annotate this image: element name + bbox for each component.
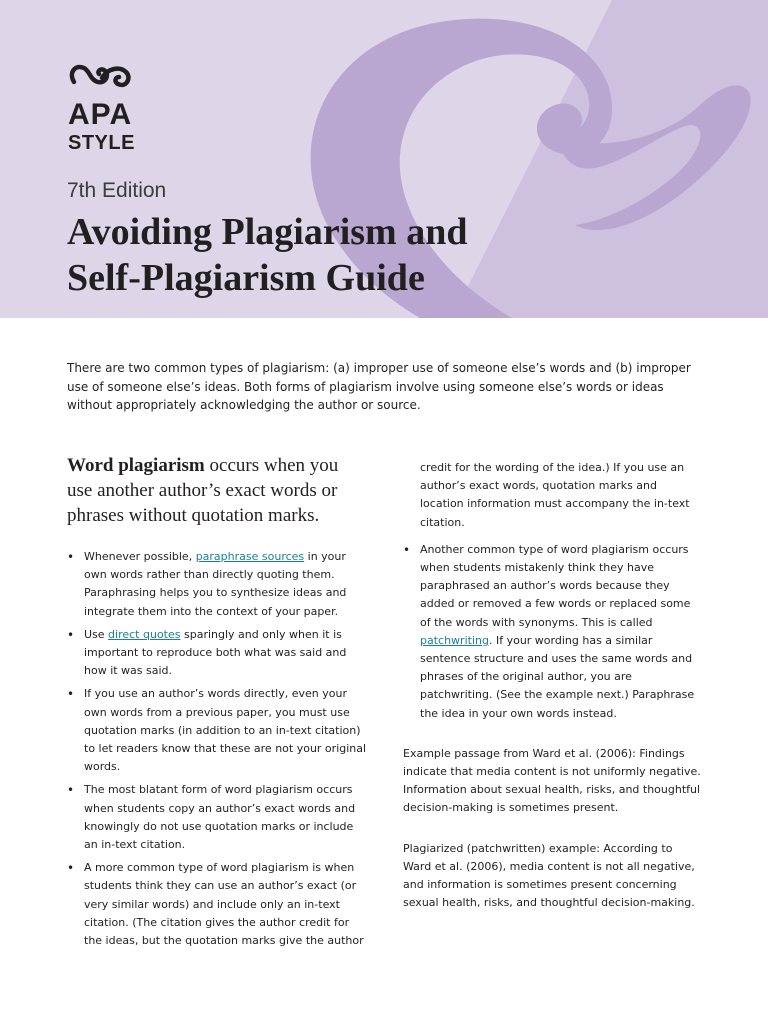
- bullet-text: sparingly and only when it is important to reproduce both what was said and how it was said.: [84, 627, 347, 678]
- lead-definition: occurs when you use another author’s exact words or phrases without quotation marks.: [67, 455, 339, 526]
- list-item: [403, 541, 703, 723]
- list-item: • The most blatant form of word plagiarism occurs when students copy an author’s exact words and knowingly do not use quotation marks or include an in-text citation.: [67, 781, 367, 854]
- apa-logo-icon: [68, 60, 138, 92]
- bullet-text: . If your wording has a similar sentence structure and uses the same words and phrases of the original author, you are patchwriting. (See the example next.) Paraphrase the idea in your own words instead.: [420, 633, 695, 720]
- bullet-continuation: credit for the wording of the idea.) If you use an author’s exact words, quotation marks and location information must accompany the in-text citation.: [420, 461, 690, 529]
- list-item: • If you use an author’s words directly, even your own words from a previous paper, you must use quotation marks (in addition to an in-text citation) to let readers know that these are not your original words.: [67, 685, 367, 776]
- example-passage: Example passage from Ward et al. (2006): Findings indicate that media content is not uniformly negative. Information about sexual health, risks, and thoughtful decision-making is sometimes present.: [403, 746, 701, 815]
- direct-quotes-link[interactable]: direct quotes: [108, 627, 181, 641]
- list-item: [67, 548, 367, 621]
- paraphrase-sources-link[interactable]: paraphrase sources: [195, 550, 305, 563]
- title-line-2: Self-Plagiarism Guide: [67, 257, 425, 299]
- bullet-text: Another common type of word plagiarism occurs when students mistakenly think they have paraphrased an author’s words because they added or removed a few words or replaced some of the words with synonyms. This is called: [420, 542, 691, 629]
- bullet-text: Whenever possible,: [84, 550, 196, 563]
- bullet-text: Use: [84, 627, 109, 641]
- word-plagiarism-lead: [67, 453, 367, 528]
- list-item: • A more common type of word plagiarism is when students think they can use an author’s exact (or very similar words) and include only an in-text citation. (The citation gives the author credit for the ideas, but the quotation marks give the author: [67, 859, 367, 950]
- left-bullet-list: [67, 548, 367, 950]
- left-column: [67, 453, 367, 955]
- plagiarized-example: Plagiarized (patchwritten) example: According to Ward et al. (2006), media content is not all negative, and information is sometimes present concerning sexual health, risks, and thoughtful decision-making.: [403, 841, 695, 910]
- lead-term: Word plagiarism: [67, 455, 205, 476]
- logo-style-text: STYLE: [68, 132, 135, 154]
- header-band: [0, 0, 768, 318]
- list-item: [67, 626, 367, 681]
- right-column: [403, 459, 703, 912]
- page-title: [67, 209, 627, 301]
- patchwriting-link[interactable]: patchwriting: [420, 633, 489, 647]
- logo-apa-text: APA: [68, 98, 133, 131]
- intro-paragraph: There are two common types of plagiarism: (a) improper use of someone else’s words and (b) improper use of someone else’s ideas. Both forms of plagiarism involve using someone else’s words or ideas without appropriately acknowledging the author or source.: [67, 361, 691, 412]
- title-line-1: Avoiding Plagiarism and: [67, 211, 468, 253]
- bullet-text: in your own words rather than directly quoting them. Paraphrasing helps you to synthesize ideas and integrate them into the context of your paper.: [84, 550, 347, 618]
- edition-label: 7th Edition: [67, 179, 167, 202]
- right-bullet-list: [403, 541, 703, 723]
